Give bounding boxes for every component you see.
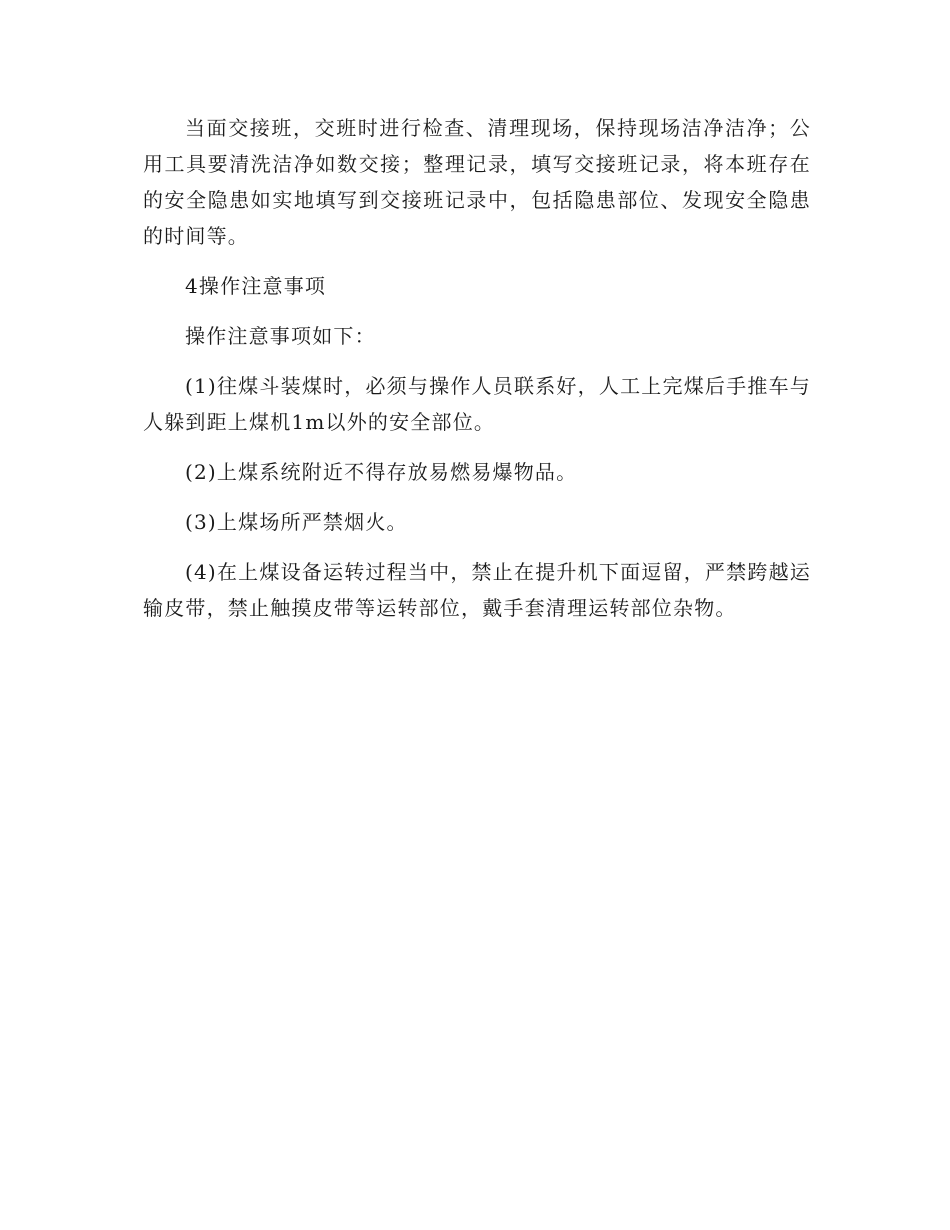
document-body (143, 110, 811, 640)
paragraph-handover: 当面交接班，交班时进行检查、清理现场，保持现场洁净洁净；公用工具要清洗洁净如数交接；整理记录，填写交接班记录，将本班存在的安全隐患如实地填写到交接班记录中，包括隐患部位、发现安全隐患的时间等。 (143, 116, 811, 248)
paragraph-notes-intro: 操作注意事项如下： (185, 324, 376, 348)
list-item-note-3: (3)上煤场所严禁烟火。 (185, 510, 408, 534)
list-item-note-4: (4)在上煤设备运转过程当中，禁止在提升机下面逗留，严禁跨越运输皮带，禁止触摸皮带等运转部位，戴手套清理运转部位杂物。 (143, 560, 811, 620)
list-item-note-1: (1)往煤斗装煤时，必须与操作人员联系好，人工上完煤后手推车与人躲到距上煤机1m以外的安全部位。 (143, 374, 811, 434)
list-item-note-2: (2)上煤系统附近不得存放易燃易爆物品。 (185, 460, 578, 484)
section-heading-operation-notes: 4操作注意事项 (185, 274, 327, 298)
